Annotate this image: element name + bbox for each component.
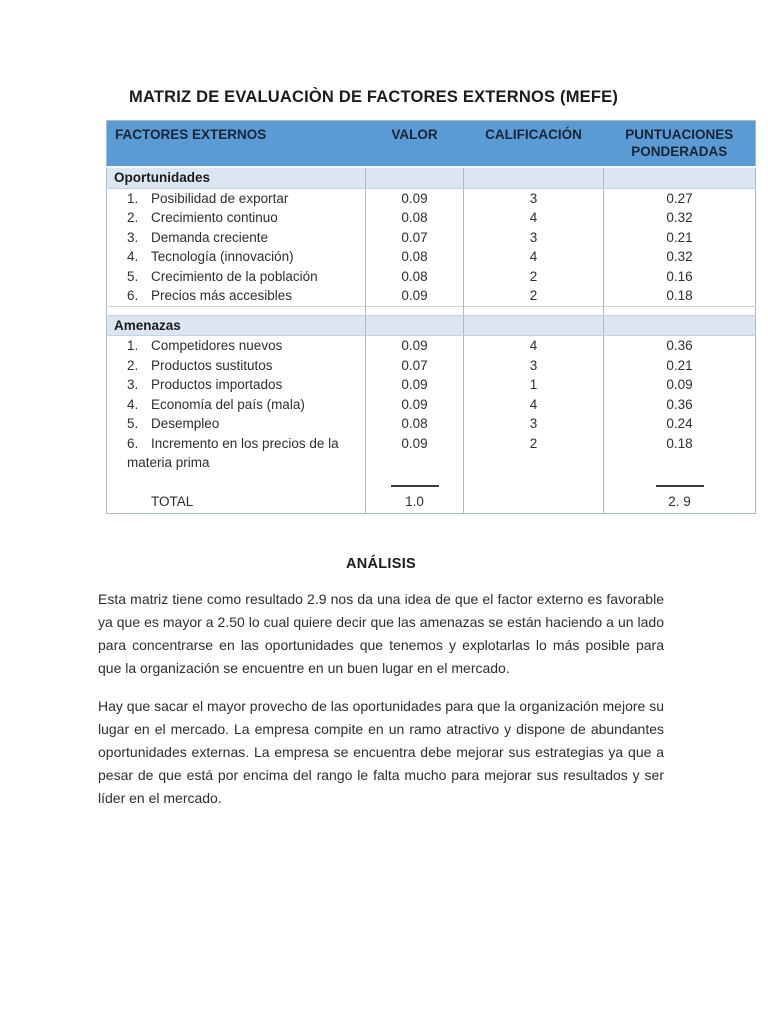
factor-cell — [107, 247, 366, 267]
section-row-amenazas — [107, 315, 756, 336]
calificacion-cell: 3 — [464, 414, 604, 434]
total-valor: 1.0 — [366, 492, 464, 514]
row-number: 5. — [127, 268, 139, 284]
ponderada-cell: 0.09 — [604, 375, 756, 395]
row-number: 5. — [127, 416, 139, 431]
factor-label: Incremento en los precios de la materia prima — [127, 435, 339, 470]
row-number: 3. — [127, 377, 139, 392]
row-number: 1. — [127, 338, 139, 353]
factor-cell — [107, 286, 366, 306]
table-row — [107, 395, 756, 415]
total-ponderada: 2. 9 — [604, 492, 756, 514]
valor-cell: 0.08 — [366, 267, 464, 287]
calificacion-cell: 2 — [464, 434, 604, 473]
table-row — [107, 208, 756, 228]
table-row — [107, 247, 756, 267]
valor-sum-line — [391, 475, 439, 487]
calificacion-cell: 3 — [464, 188, 604, 208]
table-row — [107, 286, 756, 306]
factor-label: Crecimiento continuo — [151, 210, 278, 225]
ponderada-cell: 0.21 — [604, 228, 756, 248]
mefe-table — [106, 120, 756, 514]
valor-cell: 0.09 — [366, 375, 464, 395]
calificacion-cell: 4 — [464, 336, 604, 356]
factor-label: Competidores nuevos — [151, 338, 283, 353]
calificacion-cell: 2 — [464, 267, 604, 287]
row-number: 3. — [127, 229, 139, 245]
valor-cell: 0.09 — [366, 188, 464, 208]
row-number: 4. — [127, 249, 139, 264]
mefe-table-container — [106, 120, 756, 514]
row-number: 2. — [127, 357, 139, 373]
col-header-puntuaciones-ponderadas: PUNTUACIONES PONDERADAS — [604, 121, 756, 168]
ponderada-cell: 0.36 — [604, 336, 756, 356]
calificacion-cell: 4 — [464, 208, 604, 228]
factor-label: Crecimiento de la población — [151, 268, 318, 284]
sum-rule-row — [107, 473, 756, 493]
valor-cell: 0.07 — [366, 228, 464, 248]
table-row — [107, 414, 756, 434]
ponderada-cell: 0.27 — [604, 188, 756, 208]
factor-label: Desempleo — [151, 416, 220, 431]
calificacion-cell: 4 — [464, 395, 604, 415]
calificacion-cell: 3 — [464, 228, 604, 248]
section-title: Oportunidades — [107, 167, 366, 188]
factor-cell — [107, 208, 366, 228]
factor-label: Precios más accesibles — [151, 288, 293, 303]
valor-cell: 0.09 — [366, 336, 464, 356]
page-title: MATRIZ DE EVALUACIÒN DE FACTORES EXTERNOS (MEFE) — [129, 88, 619, 106]
valor-cell: 0.09 — [366, 434, 464, 473]
section-title: Amenazas — [107, 315, 366, 336]
calificacion-cell: 2 — [464, 286, 604, 306]
ponderada-cell: 0.21 — [604, 356, 756, 376]
factor-cell — [107, 434, 366, 473]
factor-cell — [107, 336, 366, 356]
valor-cell: 0.09 — [366, 286, 464, 306]
row-number: 1. — [127, 190, 139, 206]
ponderada-sum-line — [656, 475, 704, 487]
table-row — [107, 356, 756, 376]
factor-label: Productos sustitutos — [151, 357, 273, 373]
col-header-factores-externos: FACTORES EXTERNOS — [107, 121, 366, 168]
row-number: 2. — [127, 210, 139, 225]
valor-cell: 0.08 — [366, 414, 464, 434]
table-row — [107, 375, 756, 395]
factor-cell — [107, 395, 366, 415]
ponderada-cell: 0.16 — [604, 267, 756, 287]
col-header-valor: VALOR — [366, 121, 464, 168]
analysis-section — [98, 556, 664, 825]
ponderada-cell: 0.18 — [604, 434, 756, 473]
calificacion-cell: 3 — [464, 356, 604, 376]
table-row — [107, 267, 756, 287]
total-label: TOTAL — [151, 494, 194, 509]
factor-cell — [107, 414, 366, 434]
factor-label: Economía del país (mala) — [151, 396, 305, 412]
factor-cell — [107, 356, 366, 376]
col-header-calificacion: CALIFICACIÓN — [464, 121, 604, 168]
ponderada-cell: 0.36 — [604, 395, 756, 415]
factor-label: Tecnología (innovación) — [151, 249, 294, 264]
analysis-paragraph-1: Esta matriz tiene como resultado 2.9 nos da una idea de que el factor externo es favorable ya que es mayor a 2.50 lo cual quiere decir que las amenazas se están haciendo a un lado para concentrarse en las oportunidades que tenemos y explotarlas lo más posible para que la organización se encuentre en un buen lugar en el mercado. — [98, 591, 664, 676]
valor-cell: 0.07 — [366, 356, 464, 376]
valor-cell: 0.08 — [366, 208, 464, 228]
section-row-oportunidades — [107, 167, 756, 188]
table-row — [107, 228, 756, 248]
analysis-heading: ANÁLISIS — [345, 556, 417, 572]
table-header-row — [107, 121, 756, 168]
factor-cell — [107, 188, 366, 208]
valor-cell: 0.09 — [366, 395, 464, 415]
factor-label: Posibilidad de exportar — [151, 190, 289, 206]
table-row — [107, 188, 756, 208]
factor-cell — [107, 267, 366, 287]
factor-cell — [107, 375, 366, 395]
ponderada-cell: 0.18 — [604, 286, 756, 306]
row-number: 6. — [127, 288, 139, 303]
table-row — [107, 434, 756, 473]
row-number: 4. — [127, 396, 139, 412]
row-number: 6. — [127, 435, 139, 451]
ponderada-cell: 0.32 — [604, 247, 756, 267]
total-row — [107, 492, 756, 514]
factor-label: Demanda creciente — [151, 229, 269, 245]
factor-cell — [107, 228, 366, 248]
valor-cell: 0.08 — [366, 247, 464, 267]
section-spacer-row — [107, 306, 756, 315]
factor-label: Productos importados — [151, 377, 283, 392]
table-row — [107, 336, 756, 356]
calificacion-cell: 4 — [464, 247, 604, 267]
analysis-paragraph-2: Hay que sacar el mayor provecho de las oportunidades para que la organización mejore su lugar en el mercado. La empresa compite en un ramo atractivo y dispone de abundantes oportunidades externas. La empresa se encuentra debe mejorar sus estrategias ya que a pesar de que está por encima del rango le falta mucho para mejorar sus resultados y ser líder en el mercado. — [98, 698, 664, 806]
ponderada-cell: 0.32 — [604, 208, 756, 228]
calificacion-cell: 1 — [464, 375, 604, 395]
ponderada-cell: 0.24 — [604, 414, 756, 434]
